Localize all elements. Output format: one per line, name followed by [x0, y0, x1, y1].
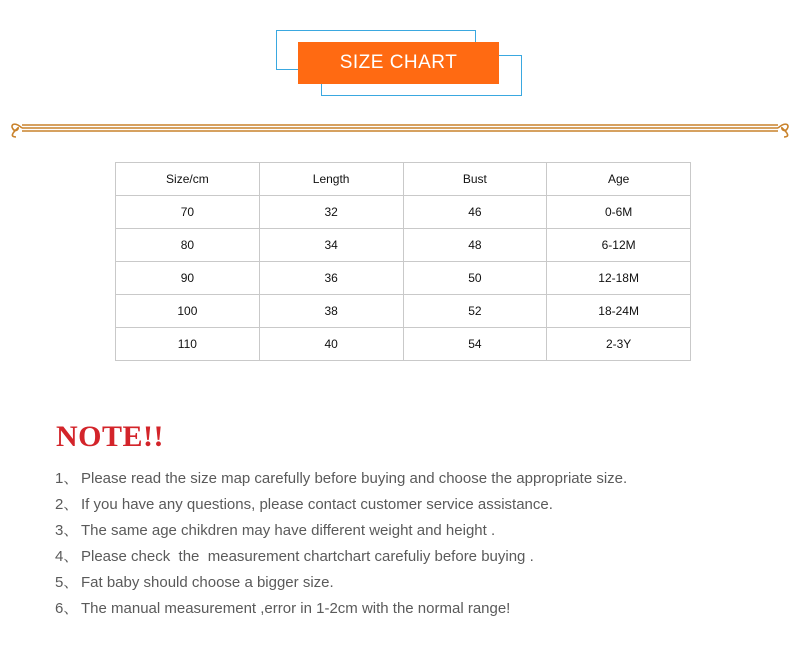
cell-age: 0-6M — [547, 196, 691, 229]
note-number: 5、 — [55, 574, 79, 591]
table-header-row — [116, 163, 691, 196]
note-text: If you have any questions, please contact customer service assistance. — [81, 496, 553, 513]
cell-age: 18-24M — [547, 295, 691, 328]
note-item — [55, 494, 627, 520]
note-item — [55, 468, 627, 494]
cell-age: 2-3Y — [547, 328, 691, 361]
table-row — [116, 295, 691, 328]
column-header-bust: Bust — [403, 163, 547, 196]
note-number: 2、 — [55, 496, 79, 513]
note-item — [55, 546, 627, 572]
cell-bust: 54 — [403, 328, 547, 361]
cell-bust: 52 — [403, 295, 547, 328]
cell-size: 100 — [116, 295, 260, 328]
cell-length: 32 — [259, 196, 403, 229]
table-row — [116, 229, 691, 262]
note-text: The same age chikdren may have different weight and height . — [81, 522, 496, 539]
size-chart-title: SIZE CHART — [298, 42, 499, 84]
column-header-age: Age — [547, 163, 691, 196]
note-item — [55, 520, 627, 546]
ornamental-divider — [8, 117, 792, 139]
cell-length: 38 — [259, 295, 403, 328]
table-row — [116, 328, 691, 361]
cell-size: 110 — [116, 328, 260, 361]
cell-bust: 46 — [403, 196, 547, 229]
note-title: NOTE!! — [56, 420, 164, 453]
cell-bust: 50 — [403, 262, 547, 295]
cell-size: 80 — [116, 229, 260, 262]
size-table — [115, 162, 691, 361]
column-header-length: Length — [259, 163, 403, 196]
cell-length: 40 — [259, 328, 403, 361]
note-item — [55, 572, 627, 598]
table-row — [116, 262, 691, 295]
note-text: Please check the measurement chartchart carefuliy before buying . — [81, 548, 534, 565]
note-text: Fat baby should choose a bigger size. — [81, 574, 334, 591]
cell-size: 90 — [116, 262, 260, 295]
table-row — [116, 196, 691, 229]
cell-size: 70 — [116, 196, 260, 229]
column-header-size: Size/cm — [116, 163, 260, 196]
note-number: 4、 — [55, 548, 79, 565]
note-list — [55, 468, 627, 624]
cell-age: 6-12M — [547, 229, 691, 262]
cell-bust: 48 — [403, 229, 547, 262]
note-number: 1、 — [55, 470, 79, 487]
note-number: 6、 — [55, 600, 79, 617]
note-item — [55, 598, 627, 624]
note-text: Please read the size map carefully before buying and choose the appropriate size. — [81, 470, 628, 487]
cell-length: 36 — [259, 262, 403, 295]
cell-age: 12-18M — [547, 262, 691, 295]
cell-length: 34 — [259, 229, 403, 262]
note-number: 3、 — [55, 522, 79, 539]
note-text: The manual measurement ,error in 1-2cm with the normal range! — [81, 600, 511, 617]
